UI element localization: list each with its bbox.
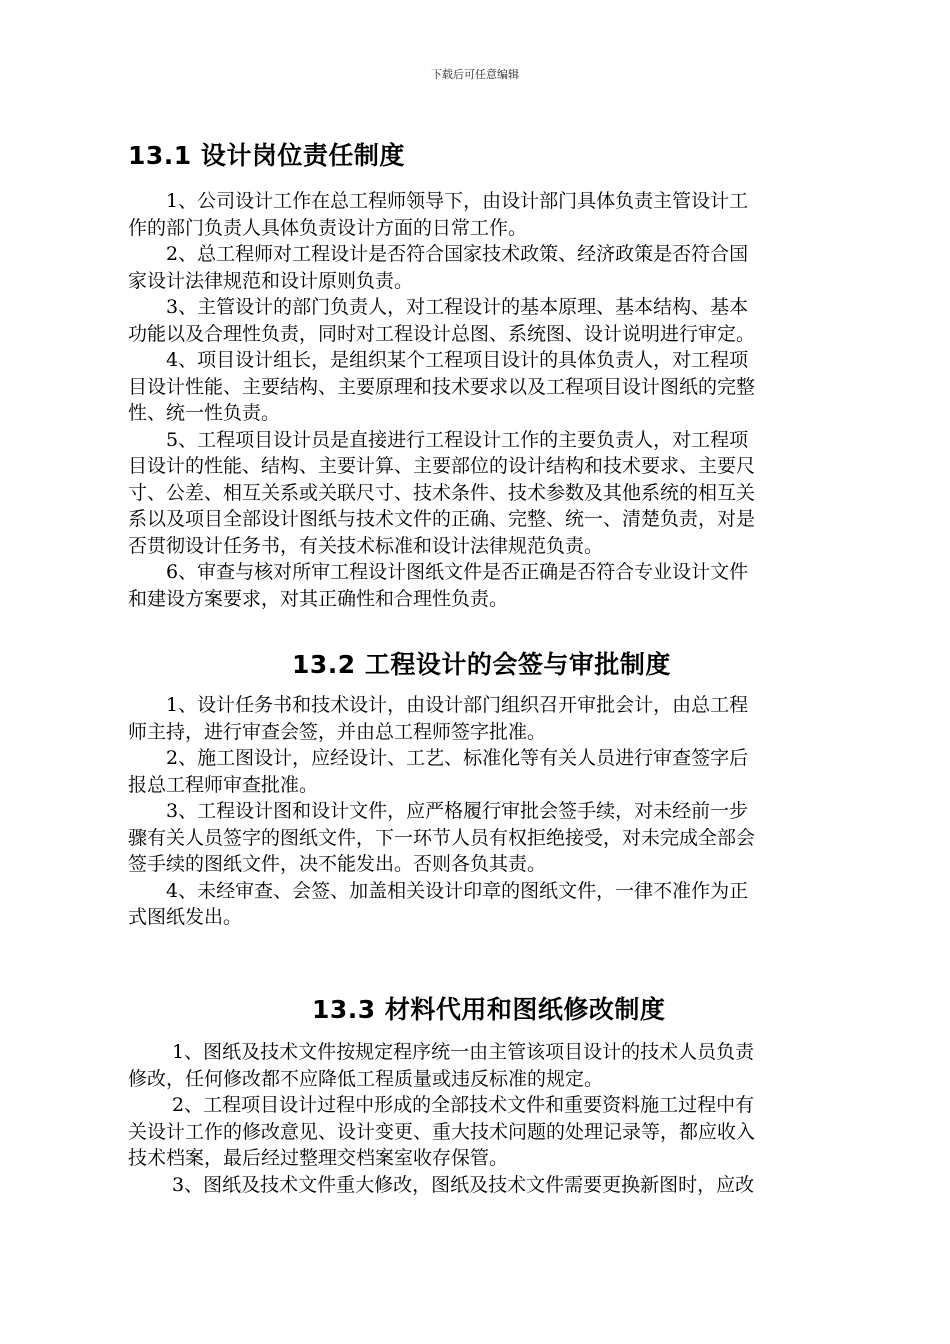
body-text-line: 4、项目设计组长，是组织某个工程项目设计的具体负责人，对工程项 — [128, 349, 749, 371]
body-text-line: 1、图纸及技术文件按规定程序统一由主管该项目设计的技术人员负责 — [128, 1041, 755, 1063]
body-text-line: 关设计工作的修改意见、设计变更、重大技术问题的处理记录等，都应收入 — [128, 1120, 756, 1143]
section-1-body — [128, 188, 868, 612]
body-text-line: 和建设方案要求，对其正确性和合理性负责。 — [128, 587, 509, 610]
body-text-line: 报总工程师审查批准。 — [128, 773, 319, 796]
body-text-line: 功能以及合理性负责，同时对工程设计总图、系统图、设计说明进行审定。 — [128, 322, 756, 345]
body-text-line: 骤有关人员签字的图纸文件，下一环节人员有权拒绝接受，对未完成全部会 — [128, 826, 756, 849]
body-text-line: 1、公司设计工作在总工程师领导下，由设计部门具体负责主管设计工 — [128, 190, 749, 212]
section-2-body — [128, 692, 868, 931]
body-text-line: 目设计的性能、结构、主要计算、主要部位的设计结构和技术要求、主要尺 — [128, 455, 756, 477]
body-text-line: 6、审查与核对所审工程设计图纸文件是否正确是否符合专业设计文件 — [128, 561, 749, 583]
body-text-line: 否贯彻设计任务书，有关技术标准和设计法律规范负责。 — [128, 534, 604, 557]
section-2-title: 13.2 工程设计的会签与审批制度 — [292, 650, 671, 679]
body-text-line: 3、主管设计的部门负责人，对工程设计的基本原理、基本结构、基本 — [128, 296, 749, 318]
body-text-line: 3、图纸及技术文件重大修改，图纸及技术文件需要更换新图时，应改 — [128, 1173, 755, 1196]
section-1-title: 13.1 设计岗位责任制度 — [128, 141, 405, 170]
section-3-title: 13.3 材料代用和图纸修改制度 — [312, 995, 666, 1024]
body-text-line: 系以及项目全部设计图纸与技术文件的正确、完整、统一、清楚负责，对是 — [128, 508, 756, 530]
body-text-line: 2、施工图设计，应经设计、工艺、标准化等有关人员进行审查签字后 — [128, 747, 749, 769]
body-text-line: 4、未经审查、会签、加盖相关设计印章的图纸文件，一律不准作为正 — [128, 879, 749, 902]
body-text-line: 寸、公差、相互关系或关联尺寸、技术条件、技术参数及其他系统的相互关 — [128, 481, 756, 504]
body-text-line: 式图纸发出。 — [128, 906, 243, 928]
section-3-body — [128, 1039, 868, 1198]
body-text-line: 2、总工程师对工程设计是否符合国家技术政策、经济政策是否符合国 — [128, 243, 749, 265]
body-text-line: 2、工程项目设计过程中形成的全部技术文件和重要资料施工过程中有 — [128, 1094, 755, 1116]
body-text-line: 1、设计任务书和技术设计，由设计部门组织召开审批会计，由总工程 — [128, 694, 749, 716]
body-text-line: 技术档案，最后经过整理交档案室收存保管。 — [128, 1147, 509, 1169]
body-text-line: 3、工程设计图和设计文件，应严格履行审批会签手续，对未经前一步 — [128, 800, 749, 822]
body-text-line: 性、统一性负责。 — [128, 402, 281, 424]
body-text-line: 5、工程项目设计员是直接进行工程设计工作的主要负责人，对工程项 — [128, 428, 749, 451]
body-text-line: 修改，任何修改都不应降低工程质量或违反标准的规定。 — [128, 1067, 604, 1090]
page-header-note: 下载后可任意编辑 — [431, 68, 519, 81]
body-text-line: 签手续的图纸文件，决不能发出。否则各负其责。 — [128, 853, 547, 875]
body-text-line: 师主持，进行审查会签，并由总工程师签字批准。 — [128, 720, 547, 743]
body-text-line: 家设计法律规范和设计原则负责。 — [128, 269, 414, 292]
body-text-line: 目设计性能、主要结构、主要原理和技术要求以及工程项目设计图纸的完整 — [128, 375, 756, 398]
body-text-line: 作的部门负责人具体负责设计方面的日常工作。 — [128, 216, 528, 239]
